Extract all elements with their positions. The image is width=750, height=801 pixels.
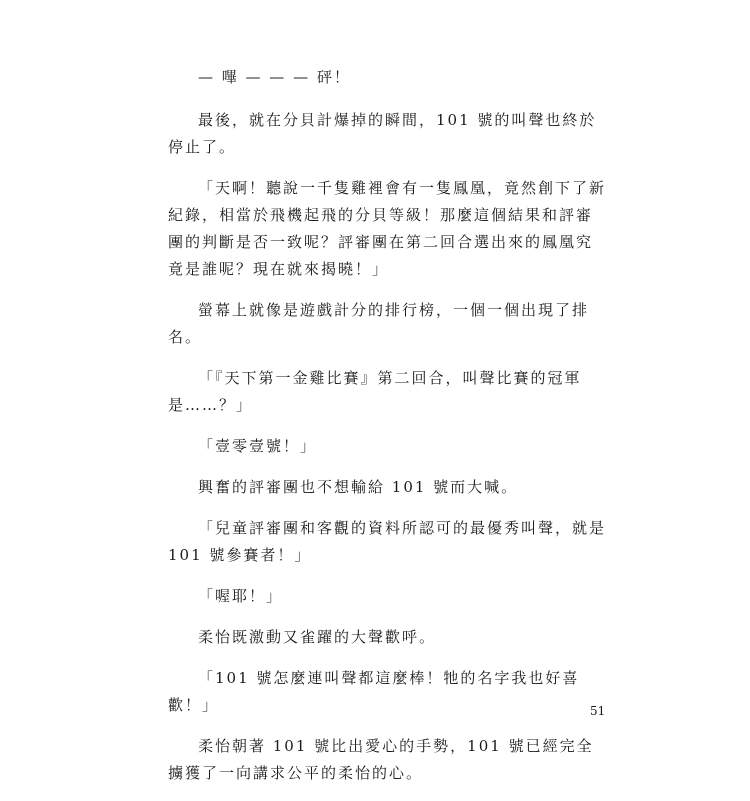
body-text: [168, 64, 608, 801]
paragraph-7: 興奮的評審團也不想輸給 101 號而大喊。: [198, 478, 519, 496]
paragraph-8: 「兒童評審團和客觀的資料所認可的最優秀叫聲，就是 101 號參賽者！」: [168, 519, 607, 564]
paragraph-4: 螢幕上就像是遊戲計分的排行榜，一個一個出現了排名。: [168, 301, 590, 346]
paragraph-2: 最後，就在分貝計爆掉的瞬間，101 號的叫聲也終於停止了。: [168, 111, 597, 156]
paragraph-12: 柔怡朝著 101 號比出愛心的手勢，101 號已經完全擄獲了一向講求公平的柔怡的心。: [168, 737, 594, 782]
paragraph-1: — 嗶 — — — 砰！: [198, 68, 351, 86]
page-number: 51: [590, 704, 606, 718]
paragraph-6: 「壹零壹號！」: [198, 437, 318, 455]
paragraph-9: 「喔耶！」: [198, 587, 284, 605]
paragraph-11: 「101 號怎麼連叫聲都這麼棒！牠的名字我也好喜歡！」: [168, 669, 580, 714]
paragraph-5: 「『天下第一金雞比賽』第二回合，叫聲比賽的冠軍是……？」: [168, 369, 582, 414]
paragraph-3: 「天啊！聽說一千隻雞裡會有一隻鳳凰，竟然創下了新紀錄，相當於飛機起飛的分貝等級！那麼這個結果和評審團的判斷是否一致呢？評審團在第二回合選出來的鳳凰究竟是誰呢？現在就來揭曉！」: [168, 179, 607, 278]
paragraph-10: 柔怡既激動又雀躍的大聲歡呼。: [198, 628, 437, 646]
